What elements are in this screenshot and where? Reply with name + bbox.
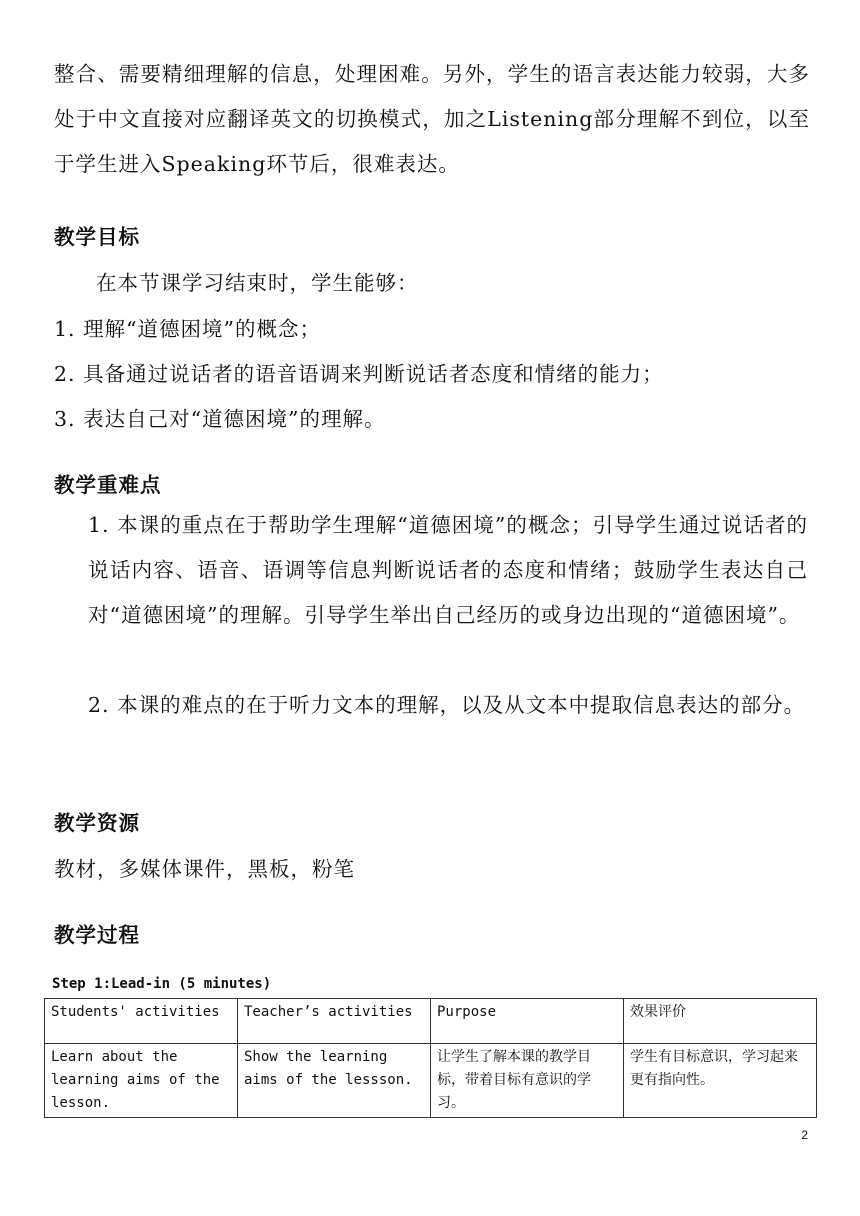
key-point-item-1: 1. 本课的重点在于帮助学生理解“道德困境”的概念；引导学生通过说话者的说话内容、语音、语调等信息判断说话者的态度和情绪；鼓励学生表达自己对“道德困境”的理解。引导学生举出自己经历的或身边出现的“道德困境”。 (88, 513, 808, 627)
objective-item-2: 2. 具备通过说话者的语音语调来判断说话者态度和情绪的能力； (54, 362, 664, 386)
intro-paragraph: 整合、需要精细理解的信息，处理困难。另外，学生的语言表达能力较弱，大多处于中文直接对应翻译英文的切换模式，加之Listening部分理解不到位，以至于学生进入Speaking环节后，很难表达。 (54, 62, 810, 176)
process-heading: 教学过程 (54, 923, 140, 947)
table-row (45, 1044, 817, 1118)
header-students-activities: Students' activities (45, 999, 238, 1044)
table-header-row (45, 999, 817, 1044)
header-evaluation: 效果评价 (624, 999, 817, 1044)
resources-text: 教材，多媒体课件，黑板，粉笔 (54, 857, 355, 881)
cell-teacher-activities: Show the learning aims of the lessson. (238, 1044, 431, 1118)
step-title: Step 1:Lead-in (5 minutes) (52, 976, 272, 992)
cell-purpose: 让学生了解本课的教学目标，带着目标有意识的学习。 (431, 1044, 624, 1118)
key-point-item-2: 2. 本课的难点的在于听力文本的理解，以及从文本中提取信息表达的部分。 (88, 693, 806, 717)
page-number: 2 (801, 1128, 808, 1142)
header-teacher-activities: Teacher’s activities (238, 999, 431, 1044)
objective-item-3: 3. 表达自己对“道德困境”的理解。 (54, 407, 386, 431)
objective-item-1: 1. 理解“道德困境”的概念； (54, 317, 322, 341)
cell-students-activities: Learn about the learning aims of the lesson. (45, 1044, 238, 1118)
resources-heading: 教学资源 (54, 811, 140, 835)
key-points-heading: 教学重难点 (54, 473, 162, 497)
step-1-table (44, 998, 817, 1118)
header-purpose: Purpose (431, 999, 624, 1044)
objectives-intro: 在本节课学习结束时，学生能够： (96, 271, 419, 295)
objectives-heading: 教学目标 (54, 225, 140, 249)
cell-evaluation: 学生有目标意识，学习起来更有指向性。 (624, 1044, 817, 1118)
